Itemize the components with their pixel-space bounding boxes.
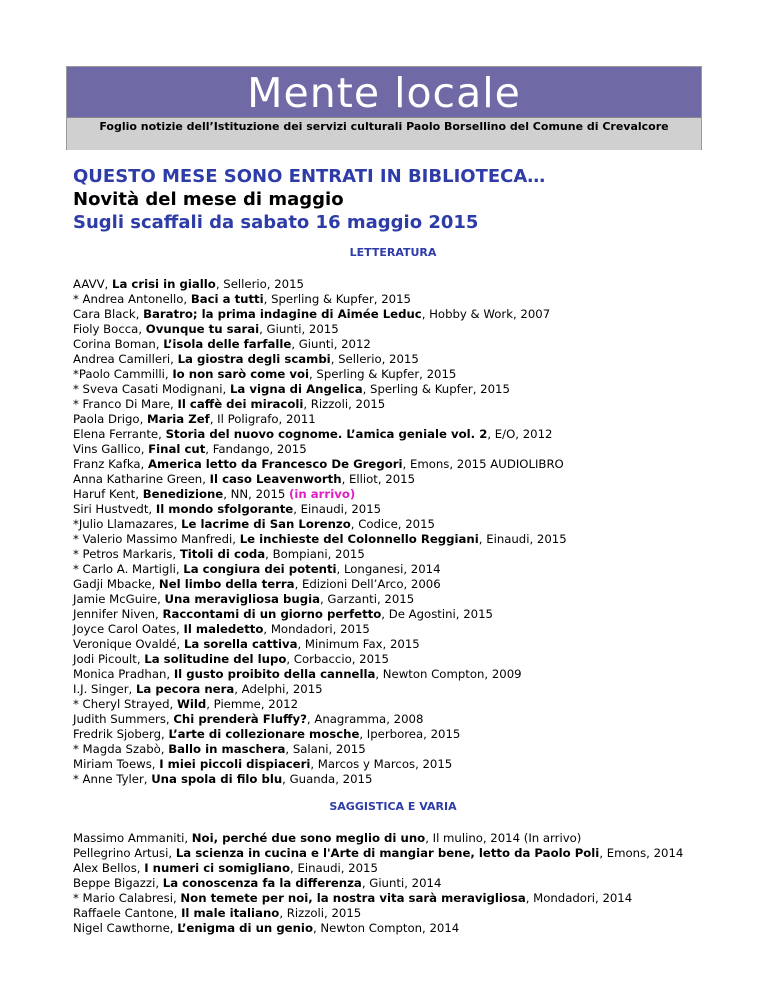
book-title: La vigna di Angelica <box>229 382 363 396</box>
newsletter-title: Mente locale <box>247 69 521 117</box>
book-publication: , Marcos y Marcos, 2015 <box>310 757 453 771</box>
book-title: Le lacrime di San Lorenzo <box>181 517 351 531</box>
book-entry <box>73 727 713 742</box>
book-author: Fredrik Sjoberg, <box>73 727 169 741</box>
book-author: Elena Ferrante, <box>73 427 166 441</box>
book-author: *Julio Llamazares, <box>73 517 182 531</box>
book-entry <box>73 427 713 442</box>
book-title: L’enigma di un genio <box>177 921 313 935</box>
book-publication: , Newton Compton, 2009 <box>375 667 522 681</box>
book-title: Una spola di filo blu <box>151 772 283 786</box>
book-author: Vins Gallico, <box>73 442 149 456</box>
book-author: Nigel Cawthorne, <box>73 921 178 935</box>
book-title: Baci a tutti <box>190 292 264 306</box>
book-publication: , Einaudi, 2015 <box>293 502 382 516</box>
book-title: La pecora nera <box>135 682 235 696</box>
book-title: Raccontami di un giorno perfetto <box>162 607 382 621</box>
book-entry <box>73 532 713 547</box>
book-title: Non temete per noi, la nostra vita sarà meravigliosa <box>180 891 526 905</box>
book-author: * Valerio Massimo Manfredi, <box>73 532 240 546</box>
book-author: Anna Katharine Green, <box>73 472 210 486</box>
book-publication: , Einaudi, 2015 <box>478 532 567 546</box>
book-title: La congiura dei potenti <box>183 562 337 576</box>
book-entry <box>73 846 713 861</box>
book-publication: , Il Poligrafo, 2011 <box>209 412 316 426</box>
book-entry <box>73 352 713 367</box>
book-entry <box>73 831 713 846</box>
book-title: Ballo in maschera <box>168 742 286 756</box>
book-title: Wild <box>176 697 207 711</box>
book-publication: , Garzanti, 2015 <box>319 592 415 606</box>
book-publication: , Sellerio, 2015 <box>215 277 304 291</box>
book-publication: , Minimum Fax, 2015 <box>297 637 420 651</box>
book-author: * Anne Tyler, <box>73 772 152 786</box>
book-author: Raffaele Cantone, <box>73 906 182 920</box>
book-title: Il gusto proibito della cannella <box>173 667 376 681</box>
book-entry <box>73 652 713 667</box>
book-list-letteratura <box>73 277 713 787</box>
newsletter-subtitle: Foglio notizie dell’Istituzione dei servizi culturali Paolo Borsellino del Comune di Crevalcore <box>67 117 701 150</box>
shelf-date-heading: Sugli scaffali da sabato 16 maggio 2015 <box>73 212 479 233</box>
book-publication: , Emons, 2014 <box>599 846 684 860</box>
book-title: Una meravigliosa bugia <box>164 592 320 606</box>
book-entry <box>73 502 713 517</box>
book-entry <box>73 517 713 532</box>
book-publication: , Sperling & Kupfer, 2015 <box>309 367 457 381</box>
book-entry <box>73 921 713 936</box>
book-title: L’isola delle farfalle <box>163 337 292 351</box>
book-entry <box>73 667 713 682</box>
book-publication: , Newton Compton, 2014 <box>312 921 460 935</box>
book-entry <box>73 757 713 772</box>
book-entry <box>73 697 713 712</box>
book-author: Monica Pradhan, <box>73 667 174 681</box>
book-publication: , Giunti, 2015 <box>259 322 339 336</box>
month-heading: Novità del mese di maggio <box>73 189 344 210</box>
arrival-badge: (in arrivo) <box>289 487 356 501</box>
book-title: La giostra degli scambi <box>177 352 331 366</box>
book-entry <box>73 292 713 307</box>
book-entry <box>73 712 713 727</box>
book-publication: , Emons, 2015 AUDIOLIBRO <box>402 457 564 471</box>
book-publication: , Guanda, 2015 <box>282 772 373 786</box>
book-entry <box>73 337 713 352</box>
book-title: La conoscenza fa la differenza <box>162 876 362 890</box>
book-author: Paola Drigo, <box>73 412 148 426</box>
book-title: Io non sarò come voi <box>172 367 309 381</box>
book-author: Corina Boman, <box>73 337 164 351</box>
book-entry <box>73 562 713 577</box>
book-title: Maria Zef <box>147 412 210 426</box>
book-title: La scienza in cucina e l'Arte di mangiar bene, letto da Paolo Poli <box>175 846 600 860</box>
book-author: * Franco Di Mare, <box>73 397 178 411</box>
book-author: Miriam Toews, <box>73 757 160 771</box>
book-author: Fioly Bocca, <box>73 322 146 336</box>
book-publication: , Giunti, 2014 <box>361 876 442 890</box>
book-title: Chi prenderà Fluffy? <box>173 712 307 726</box>
book-author: * Cheryl Strayed, <box>73 697 177 711</box>
book-title: La crisi in giallo <box>112 277 216 291</box>
book-entry <box>73 412 713 427</box>
book-publication: , NN, 2015 <box>223 487 290 501</box>
book-publication: , Rizzoli, 2015 <box>279 906 362 920</box>
book-publication: , Hobby & Work, 2007 <box>421 307 551 321</box>
book-entry <box>73 382 713 397</box>
book-author: Massimo Ammaniti, <box>73 831 192 845</box>
book-entry <box>73 891 713 906</box>
main-heading: QUESTO MESE SONO ENTRATI IN BIBLIOTECA… <box>73 166 546 187</box>
book-list-saggistica <box>73 831 713 936</box>
book-entry <box>73 322 713 337</box>
book-publication: , Anagramma, 2008 <box>306 712 424 726</box>
book-author: Judith Summers, <box>73 712 174 726</box>
book-author: * Petros Markaris, <box>73 547 180 561</box>
book-author: Cara Black, <box>73 307 144 321</box>
book-publication: , Sellerio, 2015 <box>330 352 419 366</box>
book-entry <box>73 772 713 787</box>
book-title: Storia del nuovo cognome. L’amica geniale vol. 2 <box>165 427 488 441</box>
book-entry <box>73 637 713 652</box>
section-title-saggistica: SAGGISTICA E VARIA <box>329 800 457 813</box>
book-author: * Mario Calabresi, <box>73 891 181 905</box>
book-author: Pellegrino Artusi, <box>73 846 176 860</box>
book-publication: , Iperborea, 2015 <box>359 727 461 741</box>
book-publication: , Il mulino, 2014 (In arrivo) <box>425 831 582 845</box>
book-author: Joyce Carol Oates, <box>73 622 184 636</box>
book-title: Ovunque tu sarai <box>145 322 260 336</box>
book-author: I.J. Singer, <box>73 682 136 696</box>
book-publication: , Salani, 2015 <box>285 742 366 756</box>
book-author: Alex Bellos, <box>73 861 145 875</box>
book-publication: , Corbaccio, 2015 <box>286 652 389 666</box>
book-author: AAVV, <box>73 277 112 291</box>
book-publication: , Fandango, 2015 <box>205 442 307 456</box>
book-publication: , Edizioni Dell’Arco, 2006 <box>294 577 441 591</box>
book-publication: , Mondadori, 2015 <box>263 622 370 636</box>
book-author: * Sveva Casati Modignani, <box>73 382 230 396</box>
book-publication: , Einaudi, 2015 <box>290 861 378 875</box>
book-publication: , Adelphi, 2015 <box>234 682 323 696</box>
book-entry <box>73 622 713 637</box>
book-publication: , Rizzoli, 2015 <box>303 397 386 411</box>
book-title: Il maledetto <box>183 622 264 636</box>
masthead-title-bar <box>67 67 701 117</box>
book-entry <box>73 307 713 322</box>
book-author: * Carlo A. Martigli, <box>73 562 184 576</box>
book-entry <box>73 577 713 592</box>
book-author: Franz Kafka, <box>73 457 148 471</box>
book-author: Beppe Bigazzi, <box>73 876 163 890</box>
book-title: Final cut <box>148 442 206 456</box>
section-title-letteratura: LETTERATURA <box>349 246 437 259</box>
book-publication: , Sperling & Kupfer, 2015 <box>263 292 411 306</box>
book-author: * Magda Szabò, <box>73 742 169 756</box>
book-title: La sorella cattiva <box>183 637 298 651</box>
book-publication: , E/O, 2012 <box>487 427 553 441</box>
book-entry <box>73 742 713 757</box>
book-title: Il male italiano <box>181 906 280 920</box>
book-author: Andrea Camilleri, <box>73 352 178 366</box>
book-entry <box>73 442 713 457</box>
book-publication: , Bompiani, 2015 <box>265 547 365 561</box>
book-entry <box>73 906 713 921</box>
book-author: Gadji Mbacke, <box>73 577 159 591</box>
book-entry <box>73 876 713 891</box>
book-title: Benedizione <box>142 487 224 501</box>
book-title: L’arte di collezionare mosche <box>168 727 360 741</box>
book-author: Jamie McGuire, <box>73 592 165 606</box>
book-title: Titoli di coda <box>179 547 266 561</box>
book-entry <box>73 397 713 412</box>
book-title: Il caso Leavenworth <box>209 472 342 486</box>
book-publication: , Elliot, 2015 <box>341 472 416 486</box>
book-title: La solitudine del lupo <box>144 652 287 666</box>
book-entry <box>73 682 713 697</box>
masthead <box>66 66 702 150</box>
book-author: Jennifer Niven, <box>73 607 163 621</box>
book-publication: , Sperling & Kupfer, 2015 <box>362 382 510 396</box>
book-title: Baratro; la prima indagine di Aimée Leduc <box>143 307 422 321</box>
book-title: I numeri ci somigliano <box>144 861 291 875</box>
book-entry <box>73 547 713 562</box>
book-entry <box>73 607 713 622</box>
book-entry <box>73 472 713 487</box>
book-entry <box>73 277 713 292</box>
book-entry <box>73 861 713 876</box>
book-author: Veronique Ovaldé, <box>73 637 184 651</box>
book-author: Siri Hustvedt, <box>73 502 156 516</box>
book-publication: , Codice, 2015 <box>350 517 435 531</box>
book-title: I miei piccoli dispiaceri <box>159 757 311 771</box>
page-content <box>73 165 713 936</box>
book-publication: , Mondadori, 2014 <box>525 891 633 905</box>
book-entry <box>73 367 713 382</box>
book-publication: , Longanesi, 2014 <box>336 562 441 576</box>
book-author: *Paolo Cammilli, <box>73 367 173 381</box>
book-title: Nel limbo della terra <box>158 577 295 591</box>
book-publication: , De Agostini, 2015 <box>381 607 493 621</box>
book-entry <box>73 592 713 607</box>
book-title: America letto da Francesco De Gregori <box>148 457 403 471</box>
book-publication: , Piemme, 2012 <box>206 697 299 711</box>
book-title: Noi, perché due sono meglio di uno <box>191 831 426 845</box>
book-title: Il caffè dei miracoli <box>177 397 304 411</box>
book-title: Le inchieste del Colonnello Reggiani <box>239 532 479 546</box>
book-author: * Andrea Antonello, <box>73 292 191 306</box>
book-author: Haruf Kent, <box>73 487 143 501</box>
book-title: Il mondo sfolgorante <box>155 502 294 516</box>
book-publication: , Giunti, 2012 <box>291 337 371 351</box>
book-author: Jodi Picoult, <box>73 652 145 666</box>
book-entry <box>73 487 713 502</box>
book-entry <box>73 457 713 472</box>
